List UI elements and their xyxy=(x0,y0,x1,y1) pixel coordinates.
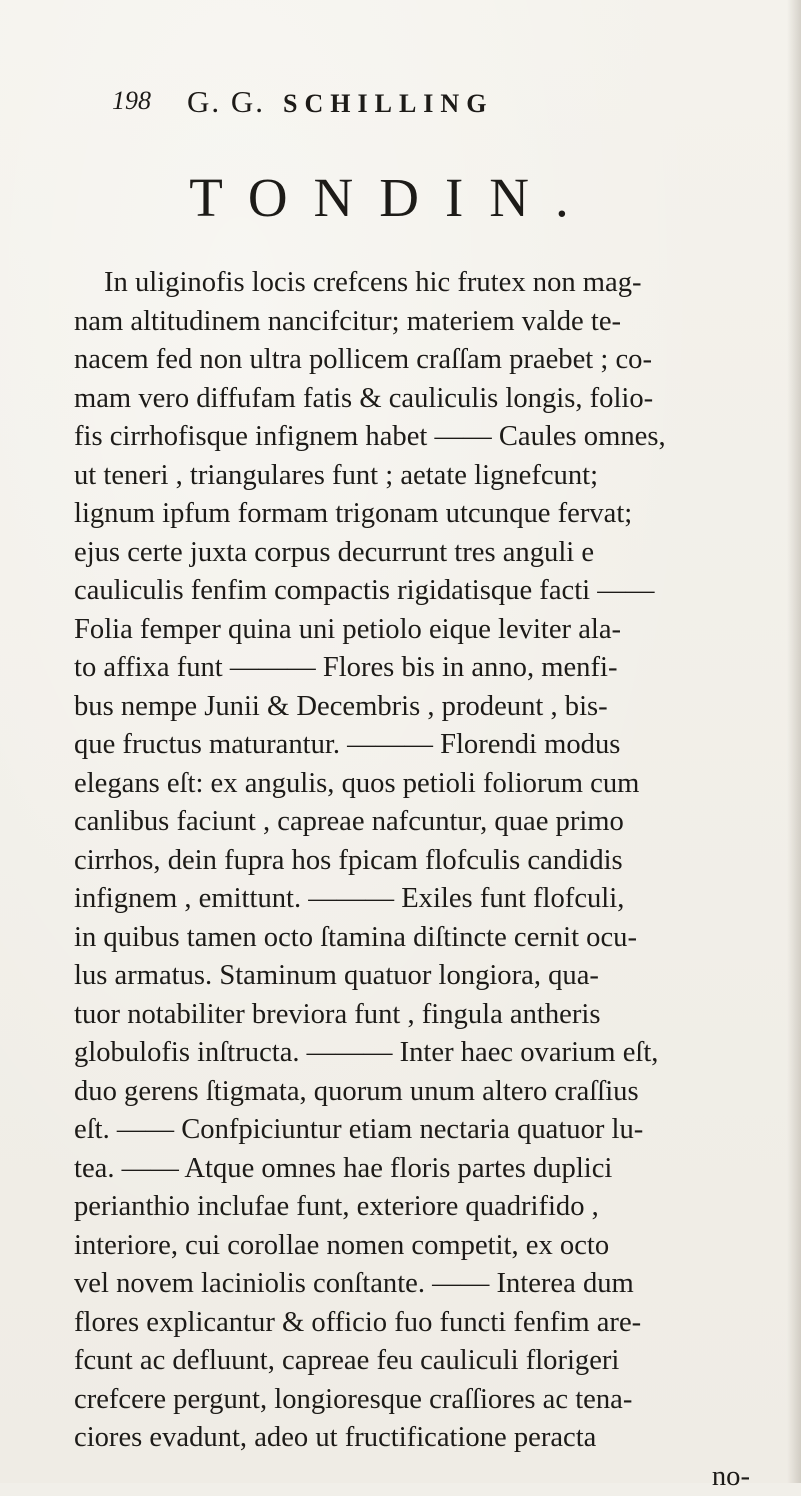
text-line: to affixa funt ——— Flores bis in anno, menfi- xyxy=(74,649,788,688)
text-line: cauliculis fenfim compactis rigidatisque facti —— xyxy=(74,572,788,611)
text-line: nam altitudinem nancifcitur; materiem valde te- xyxy=(74,303,788,342)
running-head xyxy=(187,84,493,120)
text-line: ciores evadunt, adeo ut fructificatione peracta xyxy=(74,1419,788,1458)
text-line: Folia femper quina uni petiolo eique leviter ala- xyxy=(74,611,788,650)
body-text xyxy=(74,264,788,1496)
text-line: lignum ipfum formam trigonam utcunque fervat; xyxy=(74,495,788,534)
text-line: crefcere pergunt, longioresque craſſiores ac tena- xyxy=(74,1381,788,1420)
text-line: bus nempe Junii & Decembris , prodeunt , bis- xyxy=(74,688,788,727)
text-line: in quibus tamen octo ſtamina diſtincte cernit ocu- xyxy=(74,919,788,958)
text-line: duo gerens ſtigmata, quorum unum altero craſſius xyxy=(74,1073,788,1112)
section-title: TONDIN. xyxy=(132,166,652,229)
text-line: vel novem laciniolis conſtante. —— Interea dum xyxy=(74,1265,788,1304)
text-line: fis cirrhofisque infignem habet —— Caules omnes, xyxy=(74,418,788,457)
text-line: flores explicantur & officio fuo functi fenfim are- xyxy=(74,1304,788,1343)
text-line: ejus certe juxta corpus decurrunt tres anguli e xyxy=(74,534,788,573)
page-number: 198 xyxy=(112,86,151,116)
author-surname: SCHILLING xyxy=(283,89,493,118)
text-line: nacem fed non ultra pollicem craſſam praebet ; co- xyxy=(74,341,788,380)
text-line: tuor notabiliter breviora funt , fingula antheris xyxy=(74,996,788,1035)
text-line: perianthio inclufae funt, exteriore quadrifido , xyxy=(74,1188,788,1227)
text-line: que fructus maturantur. ——— Florendi modus xyxy=(74,726,788,765)
text-line: mam vero diffufam fatis & cauliculis longis, folio- xyxy=(74,380,788,419)
page-edge-shadow xyxy=(787,0,801,1483)
text-line: lus armatus. Staminum quatuor longiora, qua- xyxy=(74,957,788,996)
text-line: cirrhos, dein fupra hos fpicam flofculis candidis xyxy=(74,842,788,881)
text-line: canlibus faciunt , capreae nafcuntur, quae primo xyxy=(74,803,788,842)
text-line: eſt. —— Confpiciuntur etiam nectaria quatuor lu- xyxy=(74,1111,788,1150)
text-line: ut teneri , triangulares funt ; aetate lignefcunt; xyxy=(74,457,788,496)
text-line: tea. —— Atque omnes hae floris partes duplici xyxy=(74,1150,788,1189)
text-line: In uliginofis locis crefcens hic frutex non mag- xyxy=(74,264,788,303)
catchword: no- xyxy=(74,1458,788,1496)
text-line: fcunt ac defluunt, capreae feu cauliculi florigeri xyxy=(74,1342,788,1381)
text-line: interiore, cui corollae nomen competit, ex octo xyxy=(74,1227,788,1266)
page-header xyxy=(112,84,672,124)
author-initials: G. G. xyxy=(187,84,265,119)
text-line: globulofis inſtructa. ——— Inter haec ovarium eſt, xyxy=(74,1034,788,1073)
text-line: elegans eſt: ex angulis, quos petioli foliorum cum xyxy=(74,765,788,804)
text-line: infignem , emittunt. ——— Exiles funt flofculi, xyxy=(74,880,788,919)
